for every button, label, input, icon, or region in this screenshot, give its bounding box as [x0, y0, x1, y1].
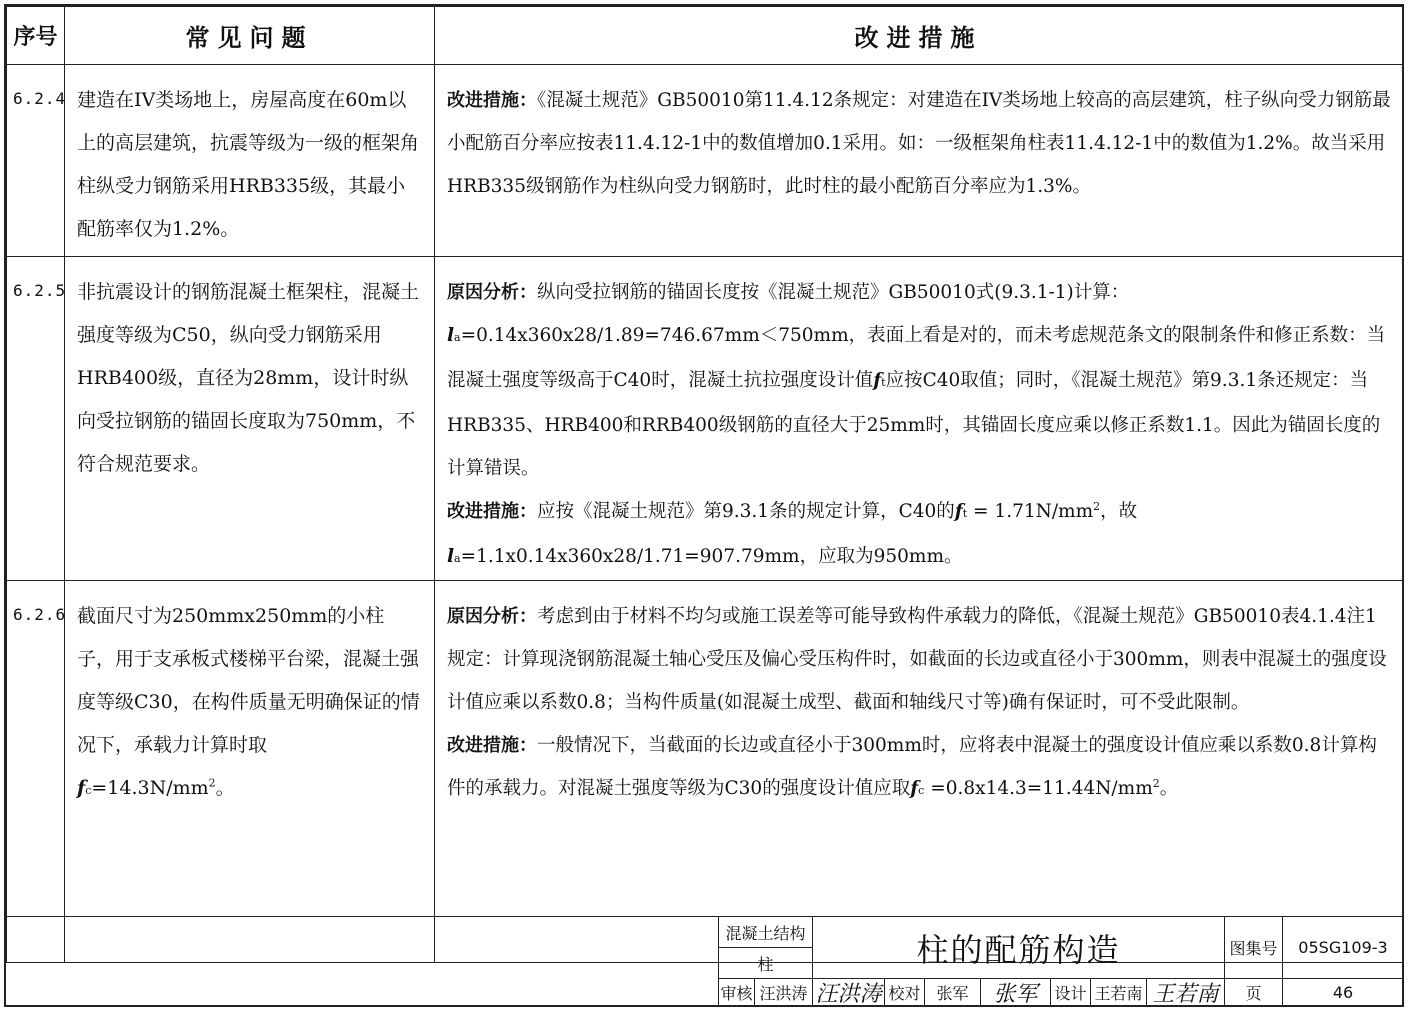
symbol: f [77, 777, 86, 799]
table-row [7, 257, 1403, 581]
drawing-sheet [4, 4, 1404, 1007]
designer-name: 王若南 [1091, 979, 1147, 1006]
reason-text: 考虑到由于材料不均匀或施工误差等可能导致构件承载力的降低，《混凝土规范》GB50010表4.1.4注1规定：计算现浇钢筋混凝土轴心受压及偏心受压构件时，如截面的长边或直径小于300mm，则表中混凝土的强度设计值应乘以系数0.8；当构件质量(如混凝土成型、截面和轴线尺寸等)确有保证时，可不受此限制。 [447, 606, 1387, 713]
superscript: 2 [1093, 499, 1101, 513]
subcategory-cell: 柱 [719, 948, 813, 979]
problem-text: 非抗震设计的钢筋混凝土框架柱，混凝土强度等级为C50，纵向受力钢筋采用HRB400级，直径为28mm，设计时纵向受拉钢筋的锚固长度取为750mm，不符合规范要求。 [65, 257, 435, 581]
superscript: 2 [1152, 776, 1160, 790]
measure-text: = 1.71N/mm [967, 501, 1094, 522]
problem-text: 截面尺寸为250mmx250mm的小柱子，用于支承板式楼梯平台梁，混凝土强度等级C30，在构件质量无明确保证的情况下，承载力计算时取 [77, 605, 420, 756]
symbol: l [447, 325, 455, 346]
reason-text: 纵向受拉钢筋的锚固长度按《混凝土规范》GB50010式(9.3.1-1)计算： [537, 282, 1130, 303]
problem-text: 。 [215, 777, 235, 799]
review-label: 审核 [719, 979, 755, 1006]
reason-text: =0.14x360x28/1.89=746.67mm＜750mm，表面上看是对的，而未考虑规范条文的限制条件和修正系数：当混凝土强度等级高于C40时，混凝土抗拉强度设计值 [447, 325, 1386, 391]
header-no: 序号 [7, 7, 65, 65]
measure-label: 改进措施： [447, 90, 537, 111]
subscript: t [881, 376, 886, 389]
title-block [718, 917, 1402, 1006]
measure-text: =0.8x14.3=11.44N/mm [924, 778, 1153, 799]
check-label: 校对 [885, 979, 925, 1006]
symbol: l [447, 546, 455, 567]
reviewer-name: 汪洪涛 [755, 979, 813, 1006]
reason-paragraph [447, 595, 1392, 724]
measure-text: ，故 [1100, 501, 1138, 522]
problems-table [6, 6, 1403, 963]
row-number: 6.2.4 [7, 65, 65, 257]
row-number: 6.2.5 [7, 257, 65, 581]
symbol: f [873, 370, 882, 391]
table-row [7, 65, 1403, 257]
measure-cell [435, 65, 1403, 257]
drawing-title: 柱的配筋构造 [813, 917, 1225, 979]
table-header [7, 7, 1403, 65]
measure-cell [435, 257, 1403, 581]
subscript: c [918, 784, 925, 797]
atlas-label: 图集号 [1225, 917, 1283, 979]
measure-paragraph [447, 724, 1392, 812]
measure-paragraph [447, 79, 1392, 208]
superscript: 2 [208, 776, 216, 790]
subscript: c [85, 784, 92, 797]
page-number: 46 [1332, 983, 1354, 1002]
symbol: f [910, 778, 919, 799]
checker-name: 张军 [925, 979, 981, 1006]
checker-signature: 张军 [981, 979, 1051, 1006]
reason-label: 原因分析： [447, 606, 537, 627]
page-label: 页 [1225, 979, 1283, 1006]
subscript: a [454, 331, 461, 344]
reason-label: 原因分析： [447, 282, 537, 303]
header-problem: 常见问题 [65, 7, 435, 65]
category-cell: 混凝土结构 [719, 917, 813, 948]
header-measure: 改进措施 [435, 7, 1403, 65]
footer [6, 916, 1402, 1005]
row-number: 6.2.6 [7, 581, 65, 963]
problem-cell [65, 581, 435, 963]
symbol: f [954, 501, 963, 522]
problem-text: 建造在IV类场地上，房屋高度在60m以上的高层建筑，抗震等级为一级的框架角柱纵受力钢筋采用HRB335级，其最小配筋率仅为1.2%。 [65, 65, 435, 257]
designer-signature: 王若南 [1147, 979, 1225, 1006]
measure-label: 改进措施： [447, 501, 537, 522]
measure-text: 一般情况下，当截面的长边或直径小于300mm时，应将表中混凝土的强度设计值应乘以系数0.8计算构件的承载力。对混凝土强度等级为C30的强度设计值应取 [447, 735, 1377, 799]
measure-label: 改进措施： [447, 735, 537, 756]
atlas-number: 05SG109-3 [1283, 917, 1403, 979]
measure-text: =1.1x0.14x360x28/1.71=907.79mm，应取为950mm。 [460, 546, 963, 567]
measure-text: 应按《混凝土规范》第9.3.1条的规定计算，C40的 [537, 501, 955, 522]
subscript: a [454, 552, 461, 565]
problem-text: =14.3N/mm [91, 777, 209, 799]
measure-paragraph [447, 490, 1392, 580]
reason-text: 应按C40取值；同时，《混凝土规范》第9.3.1条还规定：当HRB335、HRB400和RRB400级钢筋的直径大于25mm时，其锚固长度应乘以修正系数1.1。因此为锚固长度的计算错误。 [447, 370, 1381, 479]
measure-cell [435, 581, 1403, 963]
measure-text: 《混凝土规范》GB50010第11.4.12条规定：对建造在IV类场地上较高的高层建筑，柱子纵向受力钢筋最小配筋百分率应按表11.4.12-1中的数值增加0.1采用。如：一级框架角柱表11.4.12-1中的数值为1.2%。故当采用HRB335级钢筋作为柱纵向受力钢筋时，此时柱的最小配筋百分率应为1.3%。 [447, 90, 1391, 197]
design-label: 设计 [1051, 979, 1091, 1006]
subscript: t [962, 507, 968, 520]
measure-text: 。 [1159, 778, 1179, 799]
reviewer-signature: 汪洪涛 [813, 979, 885, 1006]
reason-paragraph [447, 271, 1392, 490]
table-row [7, 581, 1403, 963]
